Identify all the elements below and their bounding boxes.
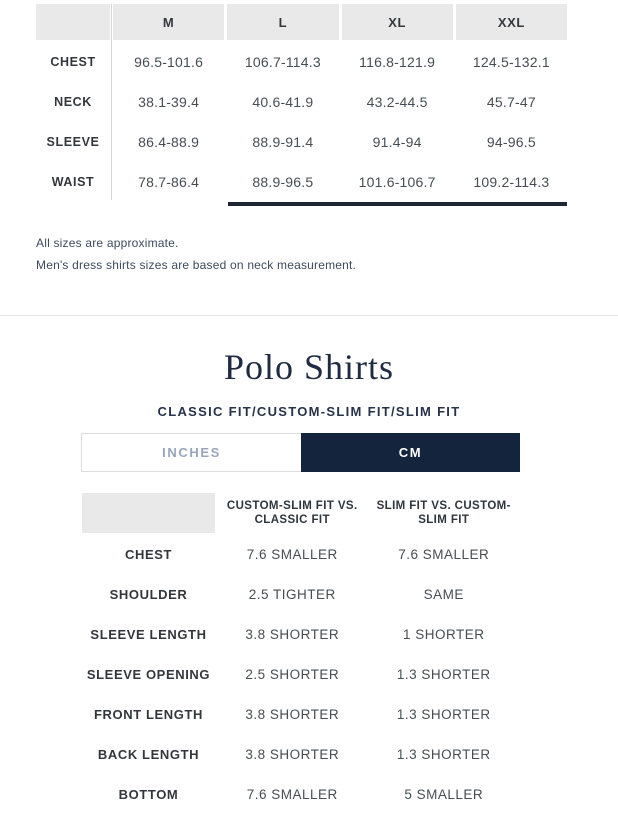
measurement-value-cell: 124.5-132.1: [472, 53, 550, 70]
size-notes: [36, 232, 618, 276]
comparison-value-cell: 3.8 SHORTER: [245, 707, 340, 722]
size-column-header: XL: [342, 4, 453, 40]
size-column-header: XXL: [456, 4, 567, 40]
comparison-value-cell: 7.6 SMALLER: [398, 547, 490, 562]
corner-header-cell: [82, 493, 215, 533]
comparison-value-cell: 1.3 SHORTER: [396, 707, 491, 722]
measurement-value-cell: 106.7-114.3: [244, 53, 321, 70]
measurement-value-cell: 88.9-91.4: [252, 133, 314, 150]
comparison-table: [82, 493, 518, 813]
row-label: SHOULDER: [109, 587, 188, 602]
comparison-value-cell: 3.8 SHORTER: [245, 747, 340, 762]
note-line: All sizes are approximate.: [36, 236, 179, 250]
comparison-value-cell: 7.6 SMALLER: [246, 787, 338, 802]
fit-subtitle: CLASSIC FIT/CUSTOM-SLIM FIT/SLIM FIT: [157, 404, 461, 419]
measurement-value-cell: 109.2-114.3: [473, 173, 550, 190]
tab-cm[interactable]: CM: [301, 433, 520, 472]
row-label: WAIST: [51, 174, 95, 189]
measurement-value-cell: 91.4-94: [372, 133, 422, 150]
comparison-value-cell: 2.5 TIGHTER: [248, 587, 336, 602]
measurement-value-cell: 40.6-41.9: [252, 93, 314, 110]
measurement-value-cell: 101.6-106.7: [358, 173, 436, 190]
row-label: BOTTOM: [118, 787, 179, 802]
comparison-column-header: CUSTOM-SLIM FIT VS. CLASSIC FIT: [218, 493, 367, 533]
measurement-value-cell: 94-96.5: [486, 133, 536, 150]
comparison-value-cell: 3.8 SHORTER: [245, 627, 340, 642]
measurement-table: [36, 4, 567, 200]
unit-toggle: [81, 433, 520, 472]
measurement-value-cell: 43.2-44.5: [366, 93, 428, 110]
measurement-value-cell: 45.7-47: [486, 93, 536, 110]
tab-inches[interactable]: INCHES: [81, 433, 301, 472]
size-column-header: M: [113, 4, 224, 40]
comparison-value-cell: SAME: [423, 587, 464, 602]
row-label: FRONT LENGTH: [93, 707, 204, 722]
row-label: SLEEVE LENGTH: [90, 627, 207, 642]
measurement-value-cell: 96.5-101.6: [134, 53, 204, 70]
measurement-value-cell: 86.4-88.9: [138, 133, 200, 150]
comparison-value-cell: 5 SMALLER: [404, 787, 484, 802]
measurement-value-cell: 38.1-39.4: [138, 93, 200, 110]
label-column-divider: [111, 4, 112, 200]
row-label: CHEST: [124, 547, 173, 562]
row-label: BACK LENGTH: [97, 747, 200, 762]
row-label: SLEEVE OPENING: [86, 667, 211, 682]
comparison-value-cell: 1.3 SHORTER: [396, 667, 491, 682]
comparison-value-cell: 1 SHORTER: [402, 627, 485, 642]
measurement-value-cell: 78.7-86.4: [138, 173, 200, 190]
row-label: SLEEVE: [46, 134, 100, 149]
section-divider: [0, 315, 618, 316]
comparison-value-cell: 2.5 SHORTER: [245, 667, 340, 682]
comparison-column-header: SLIM FIT VS. CUSTOM-SLIM FIT: [370, 493, 519, 533]
size-column-header: L: [227, 4, 338, 40]
row-label: CHEST: [50, 54, 96, 69]
corner-header-cell: [36, 4, 110, 40]
table-horizontal-scrollbar-thumb[interactable]: [228, 202, 567, 206]
page-title: Polo Shirts: [223, 347, 395, 387]
comparison-value-cell: 7.6 SMALLER: [246, 547, 338, 562]
measurement-value-cell: 116.8-121.9: [359, 53, 436, 70]
comparison-value-cell: 1.3 SHORTER: [396, 747, 491, 762]
note-line: Men's dress shirts sizes are based on neck measurement.: [36, 258, 357, 272]
measurement-table-section: [36, 4, 567, 200]
measurement-value-cell: 88.9-96.5: [252, 173, 314, 190]
row-label: NECK: [54, 94, 92, 109]
